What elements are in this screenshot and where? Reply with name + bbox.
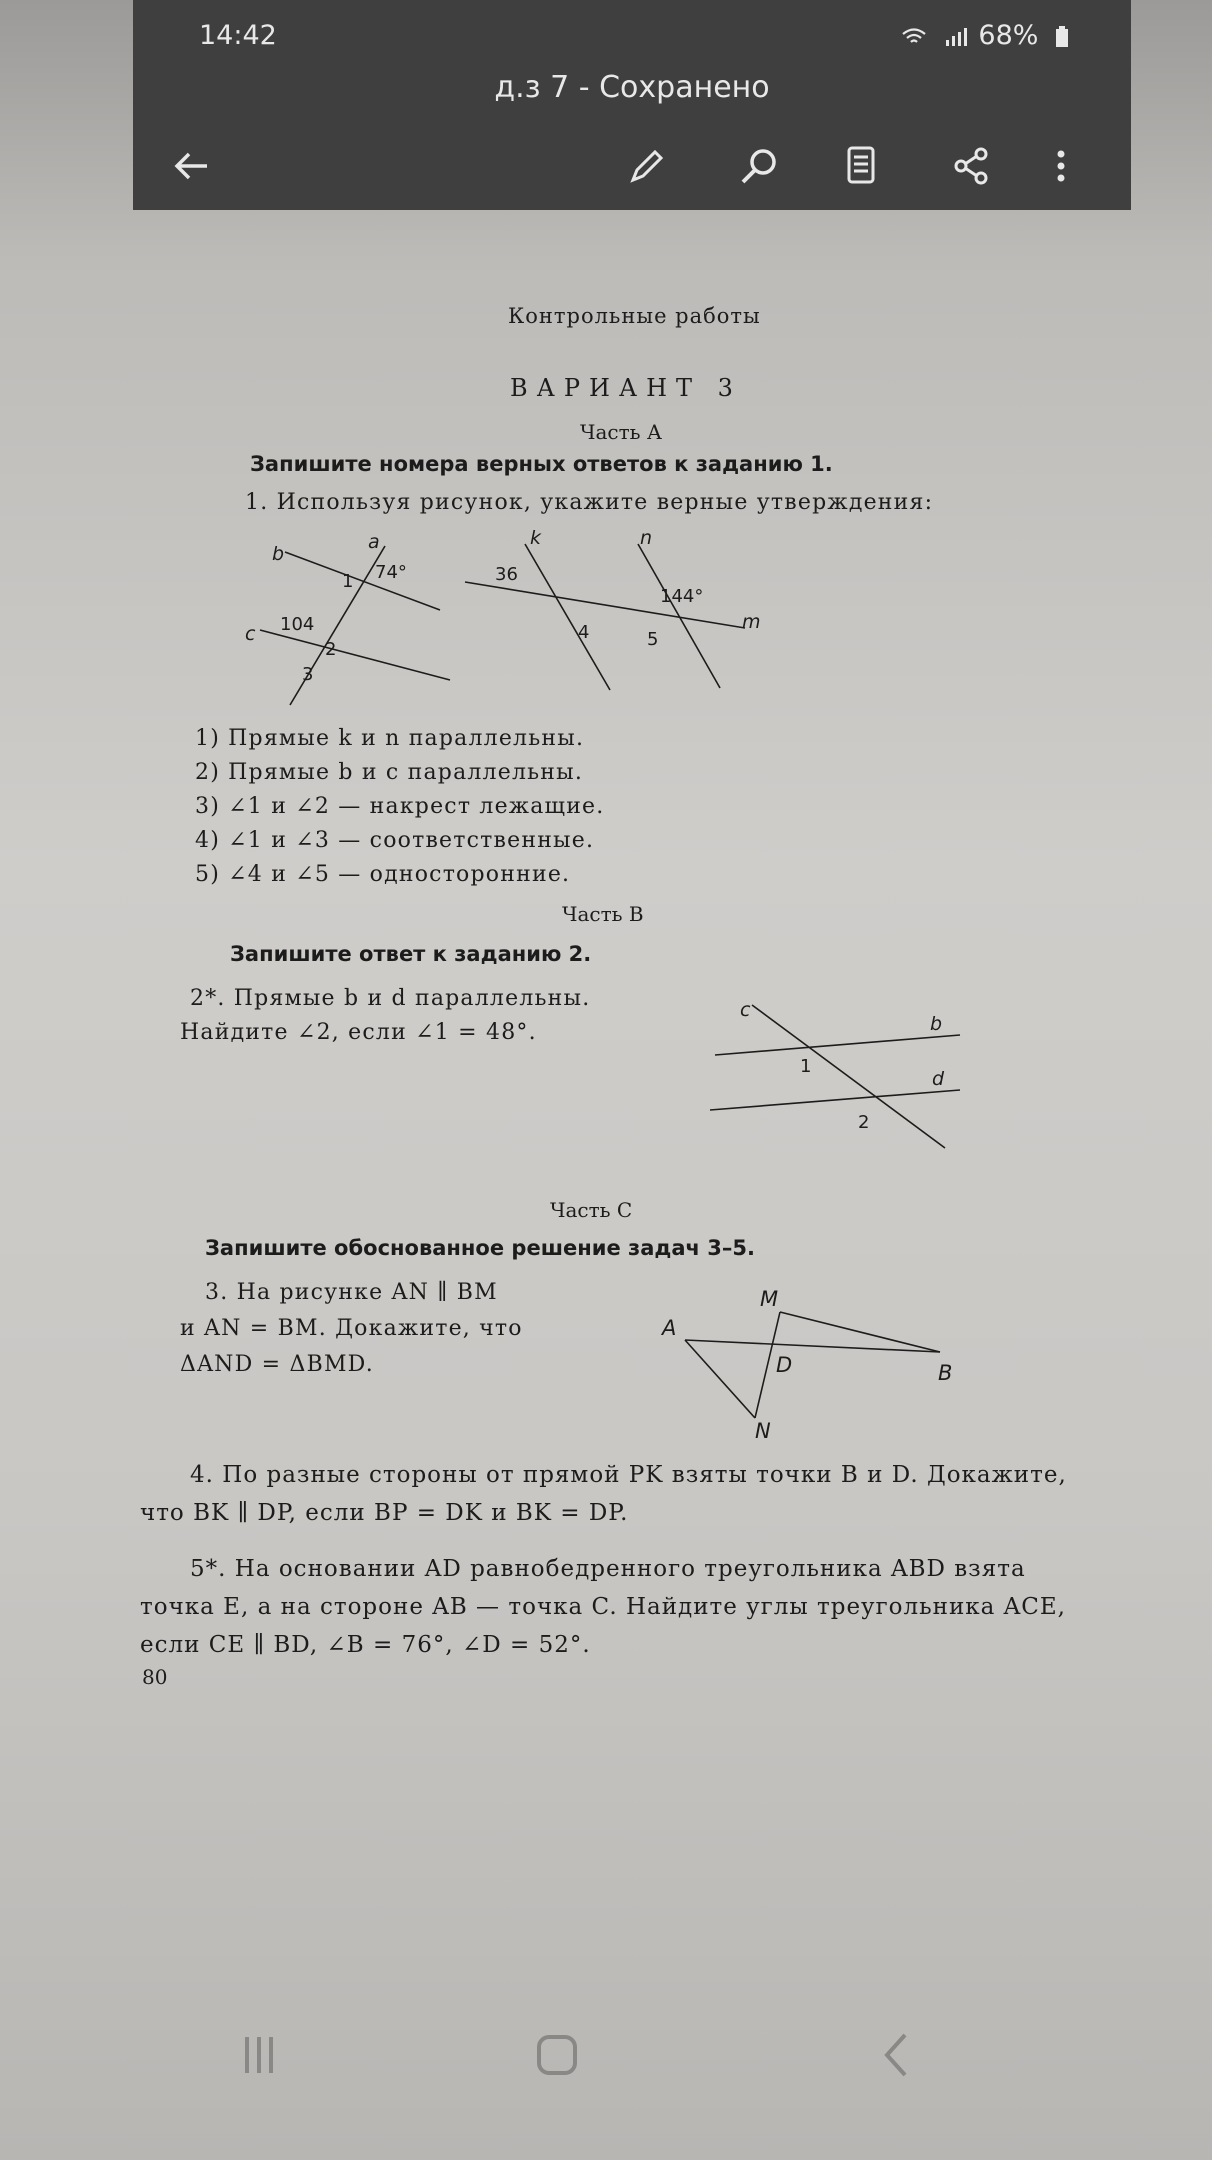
fig3-label-A: A xyxy=(662,1316,677,1340)
figure-task-3 xyxy=(660,1290,970,1440)
task-3-line-2: и AN = BM. Докажите, что xyxy=(180,1316,523,1341)
task-2-line-1: 2*. Прямые b и d параллельны. xyxy=(190,986,591,1011)
task-1-text: 1. Используя рисунок, укажите верные утверждения: xyxy=(245,490,934,515)
more-options-button[interactable] xyxy=(1033,138,1089,194)
edit-button[interactable] xyxy=(619,138,675,194)
fig3-label-N: N xyxy=(755,1419,771,1440)
segment-AN xyxy=(685,1340,755,1418)
task-5-text: 5*. На основании AD равнобедренного треугольника ABD взята точка E, а на стороне AB — точка C. Найдите углы треугольника ACE, если CE ∥ BD, ∠B = 76°, ∠D = 52°. xyxy=(140,1556,1066,1658)
recent-apps-icon xyxy=(229,2025,289,2085)
fig1-angle-144: 144° xyxy=(660,586,704,607)
task-3-line-3: ΔAND = ΔBMD. xyxy=(180,1352,374,1377)
figure-task-1 xyxy=(240,530,780,710)
fig2-angle-1: 1 xyxy=(800,1056,812,1077)
back-button[interactable] xyxy=(163,138,219,194)
part-b-title: Часть В xyxy=(562,902,644,926)
page-number: 80 xyxy=(142,1665,168,1689)
part-b-instruction: Запишите ответ к заданию 2. xyxy=(230,942,592,966)
fig1-angle-1: 1 xyxy=(342,571,354,592)
document-app-bar xyxy=(133,0,1131,210)
nav-back-button[interactable] xyxy=(862,2020,932,2090)
fig1-label-c: c xyxy=(245,623,256,645)
option-3: 3) ∠1 и ∠2 — накрест лежащие. xyxy=(195,794,605,819)
status-indicators xyxy=(893,20,1069,51)
fig3-label-M: M xyxy=(760,1290,779,1311)
line-c xyxy=(260,630,450,680)
running-head: Контрольные работы xyxy=(508,304,761,328)
reader-mode-icon xyxy=(839,144,883,188)
recent-apps-button[interactable] xyxy=(224,2020,294,2090)
variant-heading: ВАРИАНТ 3 xyxy=(510,374,742,402)
task-2-line-2: Найдите ∠2, если ∠1 = 48°. xyxy=(180,1020,537,1045)
chevron-left-icon xyxy=(867,2025,927,2085)
line-b xyxy=(285,552,440,610)
part-a-title: Часть А xyxy=(580,420,663,444)
fig2-label-d: d xyxy=(932,1068,945,1090)
line-d xyxy=(710,1090,960,1110)
fig2-angle-2: 2 xyxy=(858,1112,870,1133)
battery-icon xyxy=(1055,26,1069,48)
line-c xyxy=(752,1005,945,1148)
share-icon xyxy=(949,144,993,188)
line-n xyxy=(638,544,720,688)
arrow-left-icon xyxy=(169,144,213,188)
fig1-label-n: n xyxy=(640,530,653,549)
fig3-label-D: D xyxy=(776,1353,793,1377)
document-title: д.з 7 - Сохранено xyxy=(494,70,770,105)
fig1-label-a: a xyxy=(368,531,380,553)
wifi-icon xyxy=(901,27,927,47)
fig1-angle-74: 74° xyxy=(375,562,407,583)
search-icon xyxy=(737,144,781,188)
line-b xyxy=(715,1035,960,1055)
fig2-label-b: b xyxy=(930,1013,943,1035)
fig1-angle-3: 3 xyxy=(302,664,314,685)
fig1-label-m: m xyxy=(742,611,761,633)
share-button[interactable] xyxy=(943,138,999,194)
signal-icon xyxy=(944,27,970,47)
system-navigation-bar xyxy=(0,1990,1212,2110)
home-icon xyxy=(527,2025,587,2085)
option-4: 4) ∠1 и ∠3 — соответственные. xyxy=(195,828,595,853)
more-vertical-icon xyxy=(1039,144,1083,188)
home-button[interactable] xyxy=(522,2020,592,2090)
printed-sheet xyxy=(140,260,1090,1720)
task-3-line-1: 3. На рисунке AN ∥ BM xyxy=(205,1280,498,1305)
battery-percent: 68% xyxy=(978,20,1039,51)
search-button[interactable] xyxy=(731,138,787,194)
part-c-title: Часть С xyxy=(550,1198,633,1222)
fig1-angle-36: 36 xyxy=(495,564,518,585)
status-bar xyxy=(133,14,1131,62)
fig1-label-b: b xyxy=(272,543,285,565)
fig1-angle-4: 4 xyxy=(578,622,590,643)
toolbar xyxy=(133,130,1131,200)
part-c-instruction: Запишите обоснованное решение задач 3–5. xyxy=(205,1236,755,1260)
reader-mode-button[interactable] xyxy=(833,138,889,194)
option-5: 5) ∠4 и ∠5 — односторонние. xyxy=(195,862,571,887)
option-1: 1) Прямые k и n параллельны. xyxy=(195,726,585,751)
option-2: 2) Прямые b и c параллельны. xyxy=(195,760,584,785)
figure-task-2 xyxy=(710,1000,970,1150)
task-4-text: 4. По разные стороны от прямой PK взяты точки B и D. Докажите, что BK ∥ DP, если BP = DK и BK = DP. xyxy=(140,1462,1067,1526)
part-a-instruction: Запишите номера верных ответов к заданию 1. xyxy=(250,452,833,476)
line-k xyxy=(525,544,610,690)
status-time: 14:42 xyxy=(199,20,277,51)
fig1-angle-104: 104 xyxy=(280,614,315,635)
fig2-label-c: c xyxy=(740,1000,751,1021)
fig1-angle-2: 2 xyxy=(325,639,337,660)
fig1-angle-5: 5 xyxy=(647,629,659,650)
fig3-label-B: B xyxy=(938,1361,953,1385)
pencil-icon xyxy=(625,144,669,188)
fig1-label-k: k xyxy=(530,530,542,549)
